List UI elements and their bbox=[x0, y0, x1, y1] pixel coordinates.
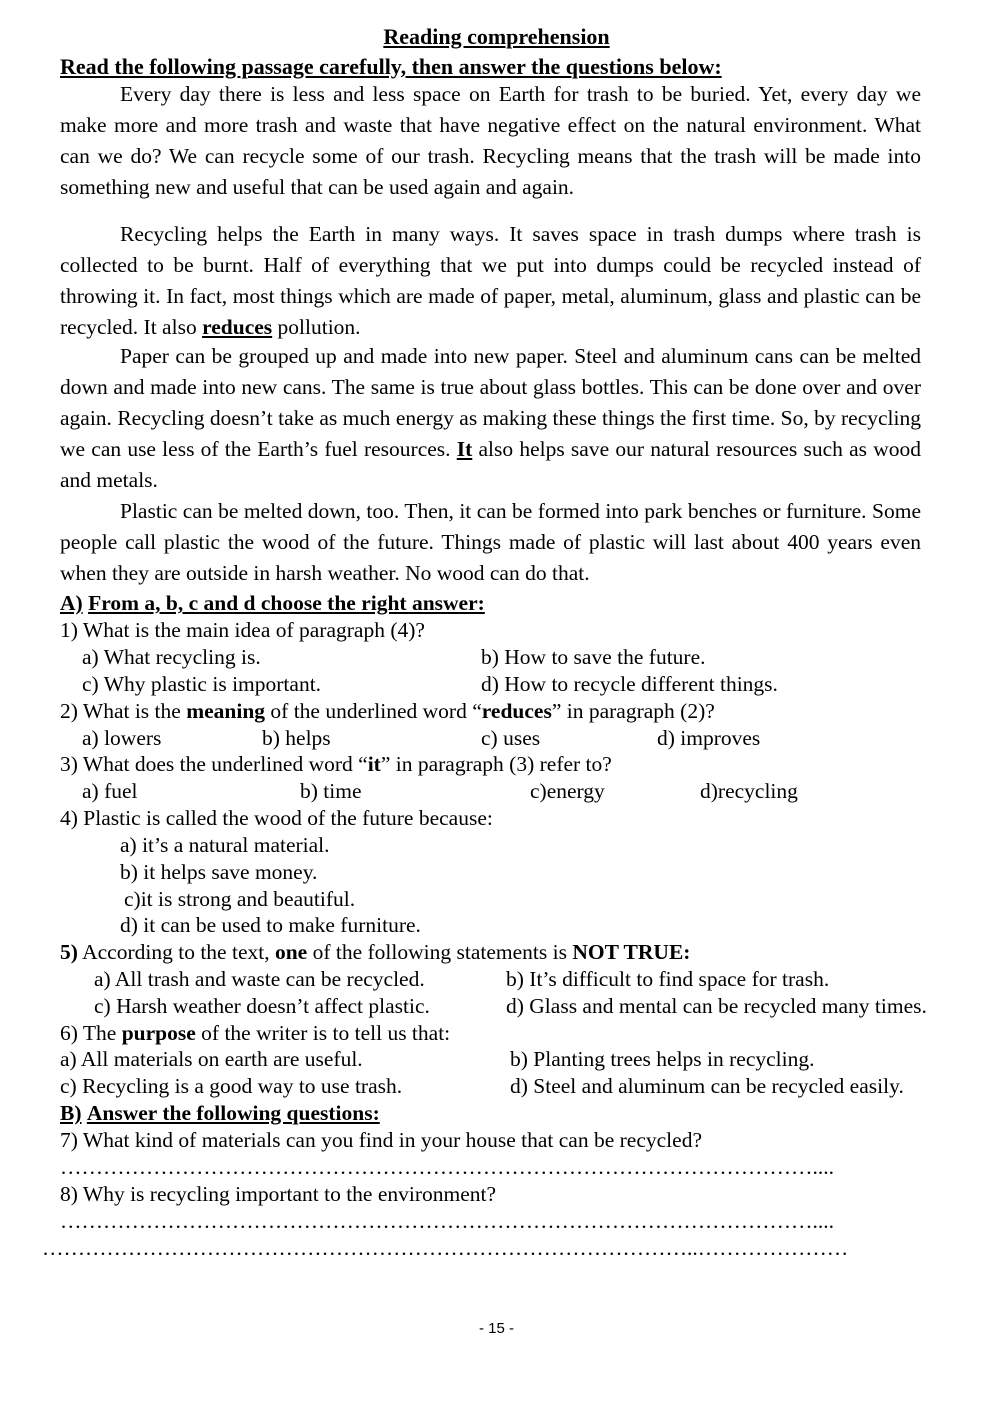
instruction: Read the following passage carefully, then answer the questions below: bbox=[60, 54, 722, 79]
q3-option-b: b) time bbox=[300, 779, 362, 803]
q1-option-c: c) Why plastic is important. bbox=[82, 672, 322, 696]
q2-option-d: d) improves bbox=[657, 726, 761, 750]
q2-option-c: c) uses bbox=[481, 726, 541, 750]
q3-option-a: a) fuel bbox=[82, 779, 138, 803]
q6-option-d: d) Steel and aluminum can be recycled easily. bbox=[510, 1074, 904, 1098]
page-number: - 15 - bbox=[478, 1320, 514, 1337]
q4-option-c: c)it is strong and beautiful. bbox=[124, 887, 356, 911]
q1-option-d: d) How to recycle different things. bbox=[481, 672, 778, 696]
q4-option-b: b) it helps save money. bbox=[120, 860, 318, 884]
passage-paragraph-3: Paper can be grouped up and made into new paper. Steel and aluminum cans can be melted down and made into new cans. The same is true about glass bottles. This can be done over and over again. Recycling doesn’t take as much energy as making these things the first time. So, by recycling we can use less of the Earth’s fuel resources. It also helps save our natural resources such as wood and metals. bbox=[60, 344, 921, 492]
question-8: 8) Why is recycling important to the environment? bbox=[60, 1182, 497, 1206]
q6-option-c: c) Recycling is a good way to use trash. bbox=[60, 1074, 403, 1098]
question-2: 2) What is the meaning of the underlined word “reduces” in paragraph (2)? bbox=[60, 699, 715, 723]
q6-option-b: b) Planting trees helps in recycling. bbox=[510, 1047, 815, 1071]
question-6: 6) The purpose of the writer is to tell us that: bbox=[60, 1021, 451, 1045]
q3-option-d: d)recycling bbox=[700, 779, 798, 803]
q2-option-b: b) helps bbox=[262, 726, 331, 750]
q2-option-a: a) lowers bbox=[82, 726, 162, 750]
question-5: 5) According to the text, one of the following statements is NOT TRUE: bbox=[60, 940, 691, 964]
passage-paragraph-1: Every day there is less and less space on Earth for trash to be buried. Yet, every day we make more and more trash and waste that have negative effect on the natural environment. What can we do? We can recycle some of our trash. Recycling means that the trash will be made into something new and useful that can be used again and again. bbox=[60, 82, 921, 199]
q3-option-c: c)energy bbox=[530, 779, 605, 803]
page-title: Reading comprehension bbox=[383, 24, 610, 49]
question-4: 4) Plastic is called the wood of the future because: bbox=[60, 806, 493, 830]
q8-answer-line-1[interactable]: …………………………………………………………………………………………….... bbox=[60, 1209, 834, 1233]
question-1: 1) What is the main idea of paragraph (4)? bbox=[60, 618, 425, 642]
q4-option-d: d) it can be used to make furniture. bbox=[120, 913, 421, 937]
q6-option-a: a) All materials on earth are useful. bbox=[60, 1047, 363, 1071]
question-3: 3) What does the underlined word “it” in paragraph (3) refer to? bbox=[60, 752, 612, 776]
section-a-heading: A) From a, b, c and d choose the right answer: bbox=[60, 591, 485, 615]
q5-option-d: d) Glass and mental can be recycled many times. bbox=[506, 994, 927, 1018]
underlined-word-reduces: reduces bbox=[202, 315, 273, 339]
passage-paragraph-4: Plastic can be melted down, too. Then, it can be formed into park benches or furniture. Some people call plastic the wood of the future. Things made of plastic will last about 400 years even when they are outside in harsh weather. No wood can do that. bbox=[60, 499, 921, 585]
q5-option-b: b) It’s difficult to find space for trash. bbox=[506, 967, 830, 991]
passage-paragraph-2: Recycling helps the Earth in many ways. It saves space in trash dumps where trash is collected to be burnt. Half of everything that we put into dumps could be recycled instead of throwing it. In fact, most things which are made of paper, metal, aluminum, glass and plastic can be recycled. It also reduces pollution. bbox=[60, 222, 921, 339]
q8-answer-line-2[interactable]: ………………………………………………………………………………..………………… bbox=[42, 1236, 849, 1260]
question-7: 7) What kind of materials can you find in your house that can be recycled? bbox=[60, 1128, 702, 1152]
section-b-heading: B) Answer the following questions: bbox=[60, 1101, 380, 1125]
q1-option-a: a) What recycling is. bbox=[82, 645, 261, 669]
q4-option-a: a) it’s a natural material. bbox=[120, 833, 330, 857]
q7-answer-line[interactable]: …………………………………………………………………………………………….... bbox=[60, 1155, 834, 1179]
q5-option-a: a) All trash and waste can be recycled. bbox=[94, 967, 425, 991]
q1-option-b: b) How to save the future. bbox=[481, 645, 706, 669]
q5-option-c: c) Harsh weather doesn’t affect plastic. bbox=[94, 994, 430, 1018]
underlined-word-it: It bbox=[456, 437, 473, 461]
